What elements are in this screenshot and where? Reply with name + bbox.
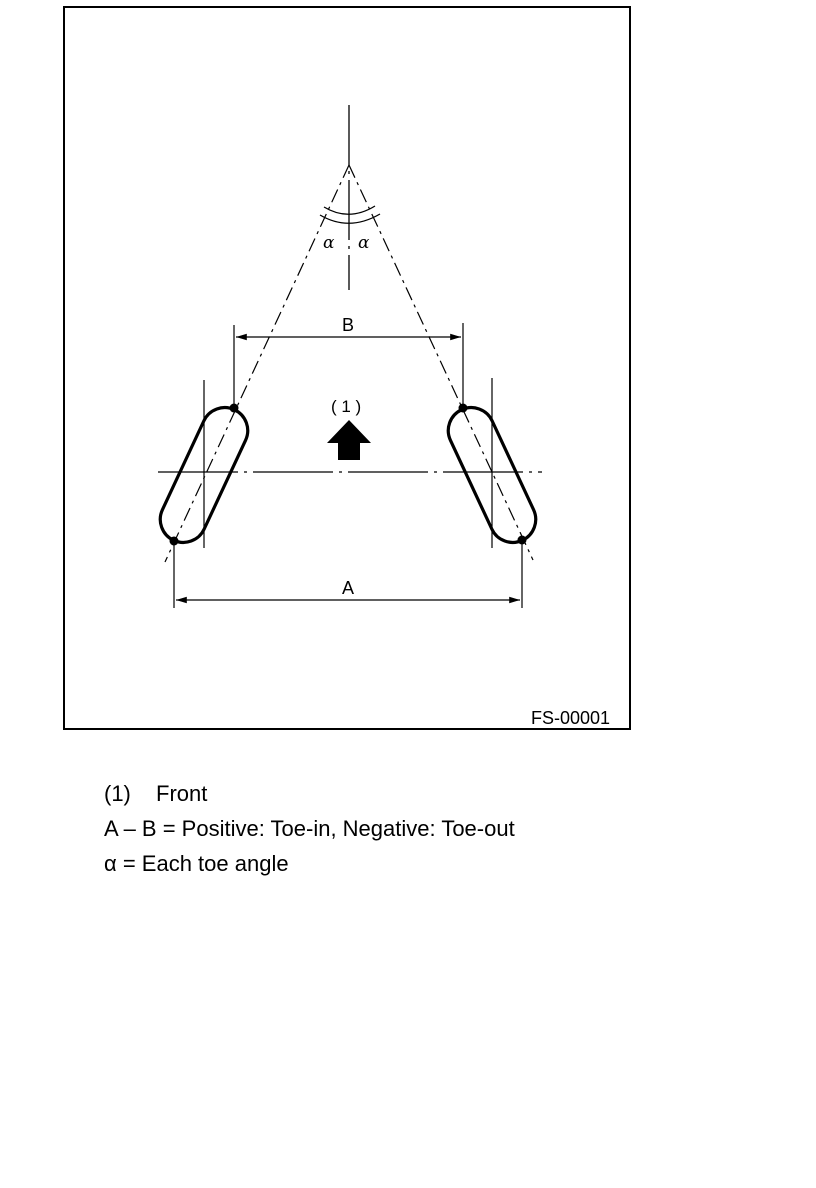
legend-item-number: (1) [104,781,131,806]
a-label: A [342,578,355,598]
b-label: B [342,315,355,335]
right-tire-line [349,165,533,560]
left-wheel-rear-point [170,537,179,546]
right-wheel-rear-point [518,536,527,545]
alpha-arc-outer [320,214,380,223]
front-arrow-icon [327,420,371,460]
figure-id-label: FS-00001 [531,708,611,728]
legend-item-text: Front [156,781,208,806]
front-marker-label: ( 1 ) [331,397,362,416]
legend-item-front [104,776,515,811]
legend-toe-definition: A – B = Positive: Toe-in, Negative: Toe-out [104,816,515,841]
left-wheel-front-point [230,404,239,413]
right-wheel-front-point [459,404,468,413]
alpha-left-label: α [323,233,335,253]
legend [104,776,515,881]
legend-alpha-definition: α = Each toe angle [104,851,289,876]
left-tire-line [165,165,349,562]
alpha-right-label: α [358,233,370,253]
